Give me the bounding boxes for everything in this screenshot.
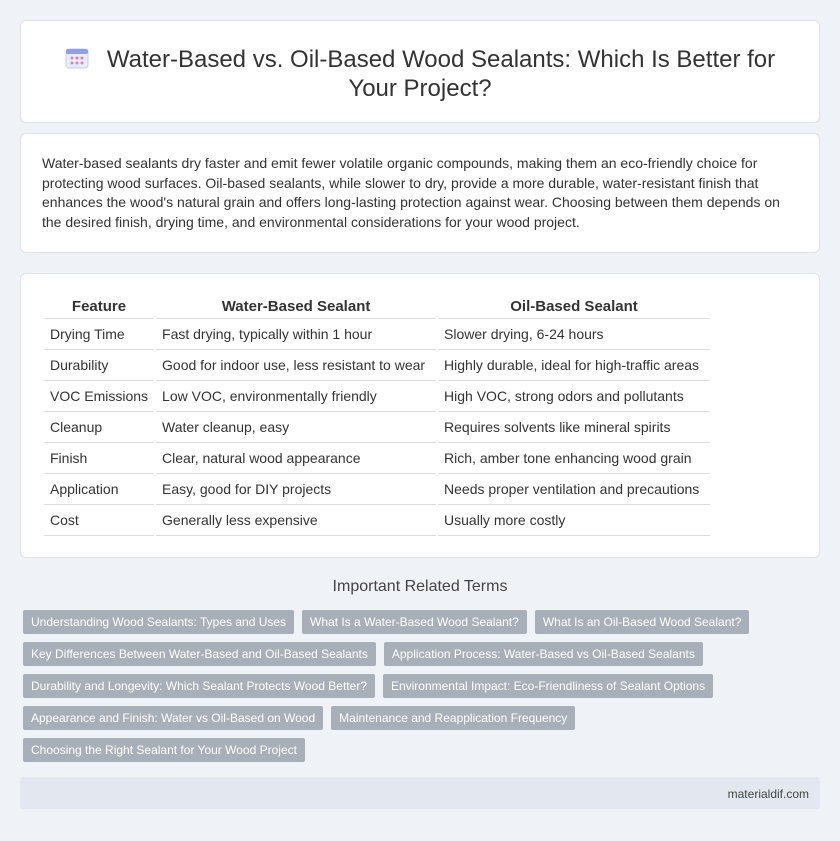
comparison-card (20, 273, 820, 558)
comparison-table (42, 295, 712, 536)
water-cell: Good for indoor use, less resistant to wear (156, 350, 436, 381)
footer (20, 777, 820, 809)
table-row (44, 412, 710, 443)
oil-cell: High VOC, strong odors and pollutants (438, 381, 710, 412)
oil-cell: Slower drying, 6-24 hours (438, 319, 710, 350)
calendar-grid-icon (65, 47, 89, 69)
term-link[interactable]: What Is a Water-Based Wood Sealant? (302, 610, 527, 634)
intro-card (20, 133, 820, 253)
table-row (44, 474, 710, 505)
page-title (21, 45, 819, 103)
oil-cell: Usually more costly (438, 505, 710, 536)
oil-cell: Rich, amber tone enhancing wood grain (438, 443, 710, 474)
term-link[interactable]: Environmental Impact: Eco-Friendliness of Sealant Options (383, 674, 713, 698)
water-cell: Clear, natural wood appearance (156, 443, 436, 474)
feature-cell: Cost (44, 505, 154, 536)
table-row (44, 381, 710, 412)
term-row (23, 610, 823, 634)
intro-paragraph: Water-based sealants dry faster and emit fewer volatile organic compounds, making them an eco-friendly choice for protecting wood surfaces. Oil-based sealants, while slower to dry, provide a more durable, water-resistant finish that enhances the wood's natural grain and offers long-lasting protection against wear. Choosing between them depends on the desired finish, drying time, and environmental considerations for your wood project. (42, 155, 780, 230)
term-link[interactable]: Durability and Longevity: Which Sealant Protects Wood Better? (23, 674, 375, 698)
feature-cell: Finish (44, 443, 154, 474)
oil-cell: Needs proper ventilation and precautions (438, 474, 710, 505)
term-link[interactable]: Appearance and Finish: Water vs Oil-Based on Wood (23, 706, 323, 730)
term-link[interactable]: What Is an Oil-Based Wood Sealant? (535, 610, 750, 634)
table-row (44, 443, 710, 474)
term-row (23, 642, 823, 666)
oil-cell: Requires solvents like mineral spirits (438, 412, 710, 443)
feature-cell: Drying Time (44, 319, 154, 350)
feature-cell: Cleanup (44, 412, 154, 443)
water-cell: Generally less expensive (156, 505, 436, 536)
related-terms-heading: Important Related Terms (332, 578, 508, 595)
water-cell: Water cleanup, easy (156, 412, 436, 443)
term-link[interactable]: Application Process: Water-Based vs Oil-Based Sealants (384, 642, 703, 666)
term-row (23, 706, 823, 730)
term-row (23, 738, 823, 762)
table-row (44, 505, 710, 536)
water-cell: Easy, good for DIY projects (156, 474, 436, 505)
header-feature: Feature (44, 295, 154, 319)
table-row (44, 350, 710, 381)
feature-cell: Application (44, 474, 154, 505)
feature-cell: VOC Emissions (44, 381, 154, 412)
term-link[interactable]: Maintenance and Reapplication Frequency (331, 706, 575, 730)
related-terms-list (23, 610, 823, 770)
water-cell: Low VOC, environmentally friendly (156, 381, 436, 412)
footer-site[interactable]: materialdif.com (727, 787, 809, 801)
oil-cell: Highly durable, ideal for high-traffic areas (438, 350, 710, 381)
table-header-row (44, 295, 710, 319)
feature-cell: Durability (44, 350, 154, 381)
header-water-based: Water-Based Sealant (156, 295, 436, 319)
water-cell: Fast drying, typically within 1 hour (156, 319, 436, 350)
title-line-1: Water-Based vs. Oil-Based Wood Sealants: Which Is Better for (106, 46, 776, 73)
term-link[interactable]: Understanding Wood Sealants: Types and Uses (23, 610, 294, 634)
term-link[interactable]: Choosing the Right Sealant for Your Wood Project (23, 738, 305, 762)
term-link[interactable]: Key Differences Between Water-Based and Oil-Based Sealants (23, 642, 376, 666)
title-card (20, 20, 820, 123)
header-oil-based: Oil-Based Sealant (438, 295, 710, 319)
title-line-2: Your Project? (348, 75, 492, 102)
table-row (44, 319, 710, 350)
term-row (23, 674, 823, 698)
